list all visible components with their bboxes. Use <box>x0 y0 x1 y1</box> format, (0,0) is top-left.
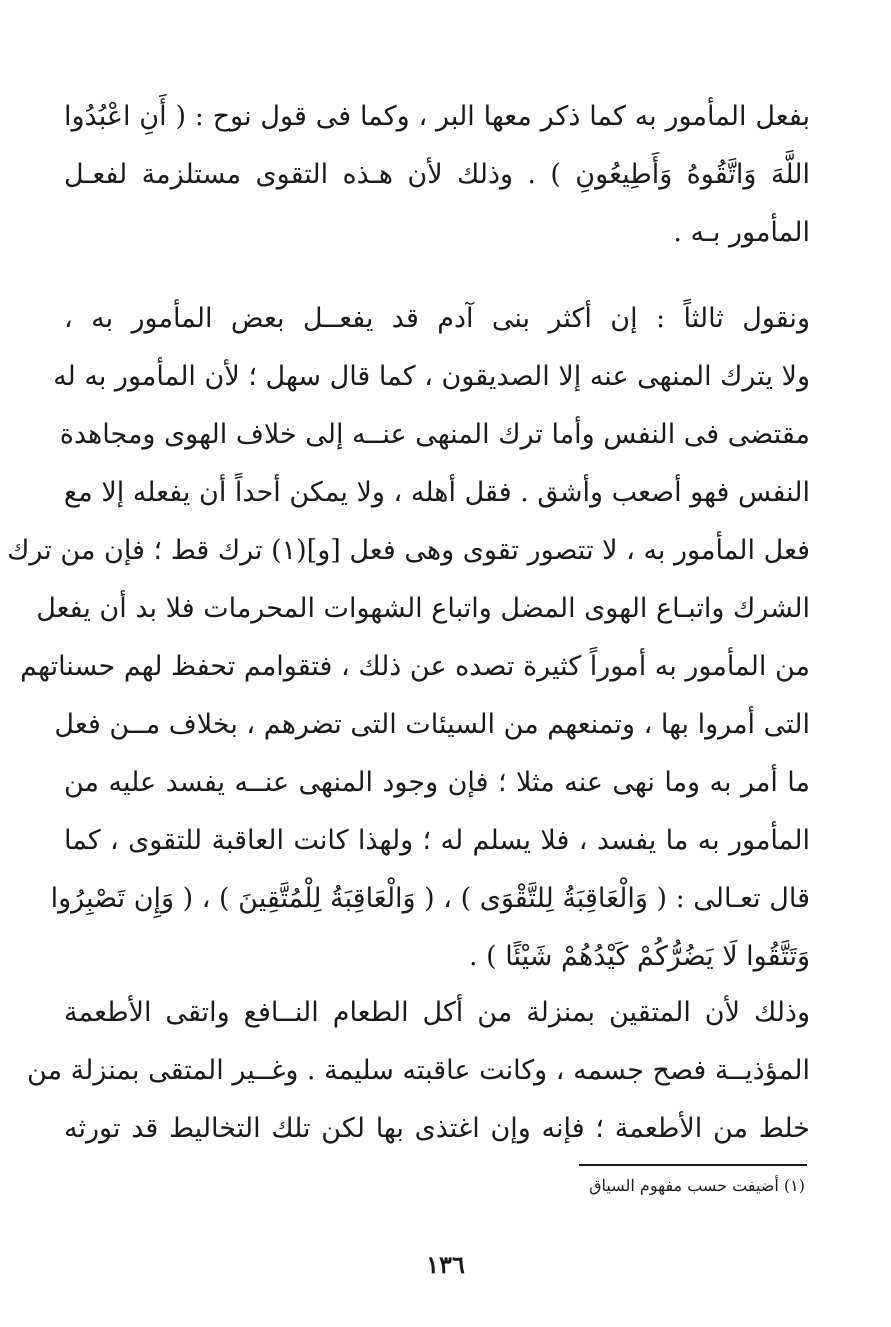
text-line: خلط من الأطعمة ؛ فإنه وإن اغتذى بها لكن تلك التخاليط قد تورثه <box>64 1113 810 1144</box>
text-line: بفعل المأمور به كما ذكر معها البر ، وكما فى قول نوح : ( أَنِ اعْبُدُوا <box>64 101 810 132</box>
text-line: قال تعـالى : ( وَالْعَاقِبَةُ لِلتَّقْوَى ) ، ( وَالْعَاقِبَةُ لِلْمُتَّقِينَ ) ، ( وَإِن تَصْبِرُوا <box>50 883 810 914</box>
text-line: اللَّهَ وَاتَّقُوهُ وَأَطِيعُونِ ) . وذلك لأن هـذه التقوى مستلزمة لفعـل <box>64 159 810 190</box>
text-line: ولا يترك المنهى عنه إلا الصديقون ، كما قال سهل ؛ لأن المأمور به له <box>53 361 810 392</box>
text-line: فعل المأمور به ، لا تتصور تقوى وهى فعل [و](١) ترك قط ؛ فإن من ترك <box>7 535 810 566</box>
text-line: ما أمر به وما نهى عنه مثلا ؛ فإن وجود المنهى عنــه يفسد عليه من <box>64 767 810 798</box>
paragraph-3 <box>27 984 810 1158</box>
footnote-divider <box>579 1164 807 1166</box>
page-number: ١٣٦ <box>426 1250 465 1279</box>
text-line: من المأمور به أموراً كثيرة تصده عن ذلك ، فتقوامم تحفظ لهم حسناتهم <box>20 651 810 682</box>
text-line: المؤذيــة فصح جسمه ، وكانت عاقبته سليمة . وغــير المتقى بمنزلة من <box>27 1055 810 1086</box>
text-line: المأمور بـه . <box>673 217 810 248</box>
paragraph-1 <box>64 88 810 262</box>
text-line: الشرك واتبـاع الهوى المضل واتباع الشهوات المحرمات فلا بد أن يفعل <box>36 593 810 624</box>
paragraph-2 <box>7 290 810 986</box>
text-line: وذلك لأن المتقين بمنزلة من أكل الطعام النــافع واتقى الأطعمة <box>64 997 810 1028</box>
text-line: المأمور به ما يفسد ، فلا يسلم له ؛ ولهذا كانت العاقبة للتقوى ، كما <box>64 825 810 856</box>
text-line: مقتضى فى النفس وأما ترك المنهى عنــه إلى خلاف الهوى ومجاهدة <box>59 419 810 450</box>
text-line: ونقول ثالثاً : إن أكثر بنى آدم قد يفعــل بعض المأمور به ، <box>64 303 810 334</box>
text-line: وَتَتَّقُوا لَا يَضُرُّكُمْ كَيْدُهُمْ شَيْئًا ) . <box>469 941 810 972</box>
footnote: (١) أضيفت حسب مفهوم السياق <box>589 1176 805 1195</box>
text-line: النفس فهو أصعب وأشق . فقل أهله ، ولا يمكن أحداً أن يفعله إلا مع <box>63 477 810 508</box>
text-line: التى أمروا بها ، وتمنعهم من السيئات التى تضرهم ، بخلاف مــن فعل <box>54 709 810 740</box>
